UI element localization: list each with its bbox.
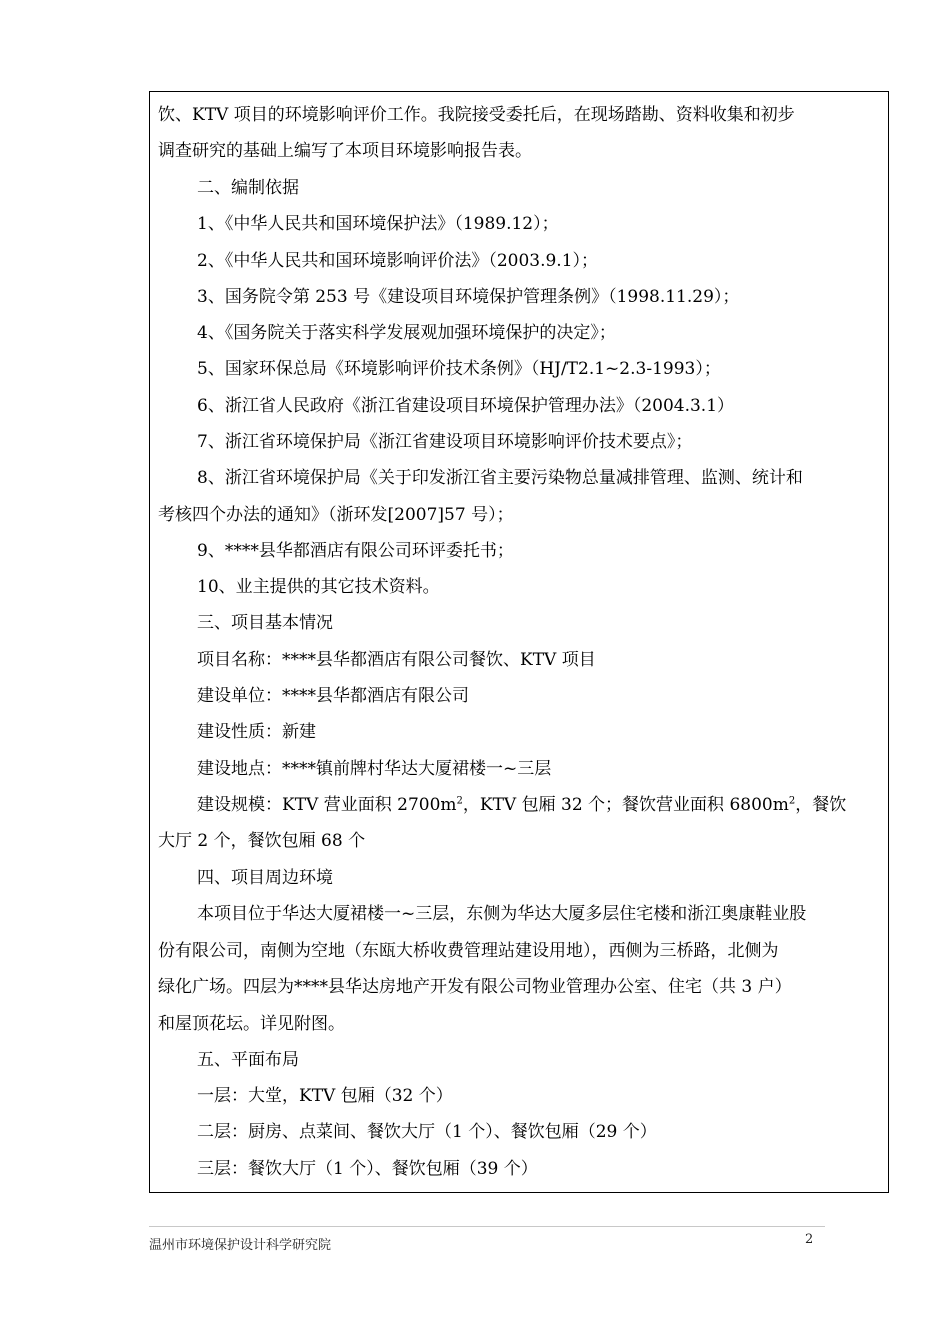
list-item: 4、《国务院关于落实科学发展观加强环境保护的决定》；	[197, 323, 616, 343]
info-line: 建设性质：新建	[197, 722, 316, 742]
info-line: 建设单位：****县华都酒店有限公司	[197, 686, 469, 706]
list-item: 1、《中华人民共和国环境保护法》（1989.12）；	[197, 214, 559, 234]
page-number: 2	[805, 1232, 814, 1247]
list-item: 5、国家环保总局《环境影响评价技术条例》（HJ/T2.1~2.3-1993）；	[197, 359, 721, 379]
list-item: 7、浙江省环境保护局《浙江省建设项目环境影响评价技术要点》；	[197, 432, 693, 452]
floor-layout-line: 一层：大堂，KTV 包厢（32 个）	[197, 1086, 453, 1106]
info-line-continuation: 大厅 2 个，餐饮包厢 68 个	[158, 831, 366, 851]
section-heading: 三、项目基本情况	[197, 613, 333, 633]
paragraph-line: 调查研究的基础上编写了本项目环境影响报告表。	[158, 141, 532, 161]
info-line: 项目名称：****县华都酒店有限公司餐饮、KTV 项目	[197, 650, 596, 670]
list-item-continuation: 考核四个办法的通知》（浙环发[2007]57 号）；	[158, 505, 514, 525]
section-heading: 五、平面布局	[197, 1050, 299, 1070]
floor-layout-line: 三层：餐饮大厅（1 个）、餐饮包厢（39 个）	[197, 1159, 538, 1179]
footer-organization: 温州市环境保护设计科学研究院	[149, 1238, 332, 1253]
paragraph-line: 绿化广场。四层为****县华达房地产开发有限公司物业管理办公室、住宅（共 3 户）	[158, 977, 792, 997]
paragraph-line: 本项目位于华达大厦裙楼一~三层，东侧为华达大厦多层住宅楼和浙江奥康鞋业股	[197, 904, 807, 924]
list-item: 2、《中华人民共和国环境影响评价法》（2003.9.1）；	[197, 251, 599, 271]
paragraph-line: 饮、KTV 项目的环境影响评价工作。我院接受委托后，在现场踏勘、资料收集和初步	[158, 105, 795, 125]
floor-layout-line: 二层：厨房、点菜间、餐饮大厅（1 个）、餐饮包厢（29 个）	[197, 1122, 657, 1142]
section-heading: 二、编制依据	[197, 178, 299, 198]
list-item: 3、国务院令第 253 号《建设项目环境保护管理条例》（1998.11.29）；	[197, 287, 740, 307]
list-item: 6、浙江省人民政府《浙江省建设项目环境保护管理办法》（2004.3.1）	[197, 396, 735, 416]
list-item: 9、****县华都酒店有限公司环评委托书；	[197, 541, 514, 561]
paragraph-line: 和屋顶花坛。详见附图。	[158, 1014, 345, 1034]
list-item: 8、浙江省环境保护局《关于印发浙江省主要污染物总量减排管理、监测、统计和	[197, 468, 803, 488]
section-heading: 四、项目周边环境	[197, 868, 333, 888]
info-line: 建设规模：KTV 营业面积 $2700m^2$，KTV 包厢 32 个；餐饮营业面积 $6800m^2$，餐饮	[197, 795, 847, 815]
content-table-cell	[149, 91, 889, 1193]
footer-divider	[149, 1226, 825, 1227]
list-item: 10、业主提供的其它技术资料。	[197, 577, 440, 597]
paragraph-line: 份有限公司，南侧为空地（东瓯大桥收费管理站建设用地），西侧为三桥路，北侧为	[158, 941, 779, 961]
info-line: 建设地点：****镇前牌村华达大厦裙楼一~三层	[197, 759, 552, 779]
